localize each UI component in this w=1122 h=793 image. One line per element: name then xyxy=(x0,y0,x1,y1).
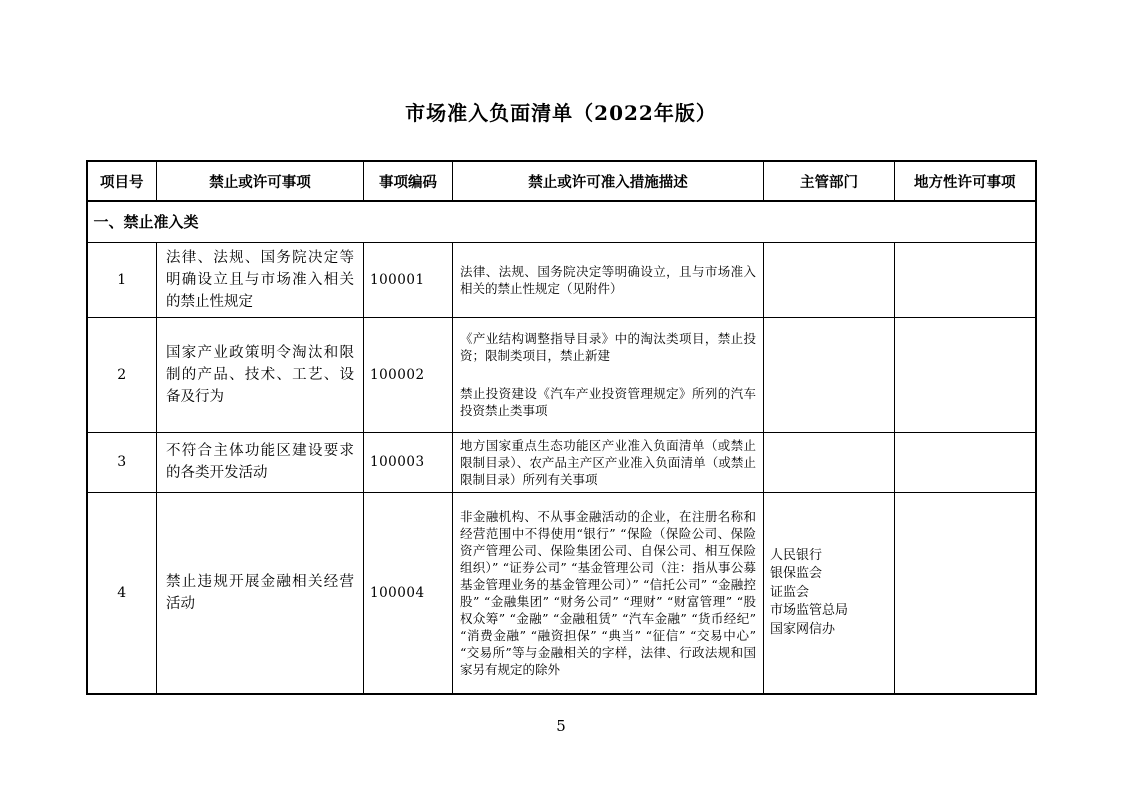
cell-department xyxy=(764,317,895,432)
cell-measure-description xyxy=(453,492,764,694)
cell-item-no: 2 xyxy=(87,317,157,432)
cell-department xyxy=(764,242,895,317)
cell-item-no: 4 xyxy=(87,492,157,694)
col-header-measure-description: 禁止或许可准入措施描述 xyxy=(453,161,764,201)
cell-local-item xyxy=(895,492,1036,694)
department-line: 人民银行 xyxy=(770,547,823,563)
cell-local-item xyxy=(895,432,1036,492)
department-line: 国家网信办 xyxy=(770,621,836,637)
description-paragraph: 法律、法规、国务院决定等明确设立，且与市场准入相关的禁止性规定（见附件） xyxy=(460,263,756,296)
cell-prohibited-item: 不符合主体功能区建设要求的各类开发活动 xyxy=(157,432,364,492)
cell-prohibited-item: 禁止违规开展金融相关经营活动 xyxy=(157,492,364,694)
cell-item-code: 100001 xyxy=(364,242,453,317)
cell-measure-description xyxy=(453,242,764,317)
col-header-local-item: 地方性许可事项 xyxy=(895,161,1036,201)
page-number: 5 xyxy=(556,717,566,735)
cell-local-item xyxy=(895,317,1036,432)
description-paragraph: 《产业结构调整指导目录》中的淘汰类项目，禁止投资；限制类项目，禁止新建 xyxy=(460,331,756,363)
section-row xyxy=(87,201,1036,242)
col-header-item-no: 项目号 xyxy=(87,161,157,201)
description-paragraph: 地方国家重点生态功能区产业准入负面清单（或禁止限制目录）、农产品主产区产业准入负面清单（或禁止限制目录）所列有关事项 xyxy=(460,437,756,487)
description-paragraph: 非金融机构、不从事金融活动的企业，在注册名称和经营范围中不得使用“银行” “保险（保险公司、保险资产管理公司、保险集团公司、自保公司、相互保险组织）” “证券公司” “基金管理公司（注：指从事公募基金管理业务的基金管理公司）” “信托公司” “金融控股” “金融集团” “财务公司” “理财” “财富管理” “股权众筹” “金融” “金融租赁” “汽车金融” “货币经纪” “消费金融” “融资担保” “典当” “征信” “交易中心” “交易所”等与金融相关的字样，法律、行政法规和国家另有规定的除外 xyxy=(460,508,756,677)
department-line: 证监会 xyxy=(770,584,810,600)
department-line: 银保监会 xyxy=(770,566,823,581)
description-paragraph: 禁止投资建设《汽车产业投资管理规定》所列的汽车投资禁止类事项 xyxy=(460,386,756,418)
cell-item-code: 100003 xyxy=(364,432,453,492)
table-row xyxy=(87,317,1036,432)
cell-measure-description xyxy=(453,432,764,492)
col-header-prohibited-item: 禁止或许可事项 xyxy=(157,161,364,201)
department-line: 市场监管总局 xyxy=(770,603,849,618)
negative-list-table xyxy=(86,160,1037,695)
cell-prohibited-item: 法律、法规、国务院决定等明确设立且与市场准入相关的禁止性规定 xyxy=(157,242,364,317)
table-row xyxy=(87,432,1036,492)
table-header-row xyxy=(87,161,1036,201)
cell-prohibited-item: 国家产业政策明令淘汰和限制的产品、技术、工艺、设备及行为 xyxy=(157,317,364,432)
cell-measure-description xyxy=(453,317,764,432)
cell-item-no: 1 xyxy=(87,242,157,317)
cell-item-no: 3 xyxy=(87,432,157,492)
section-title: 一、禁止准入类 xyxy=(87,201,1036,242)
table-row xyxy=(87,242,1036,317)
col-header-item-code: 事项编码 xyxy=(364,161,453,201)
cell-local-item xyxy=(895,242,1036,317)
table-row xyxy=(87,492,1036,694)
cell-department xyxy=(764,492,895,694)
col-header-department: 主管部门 xyxy=(764,161,895,201)
page-title: 市场准入负面清单（2022年版） xyxy=(405,101,717,125)
cell-department xyxy=(764,432,895,492)
cell-item-code: 100004 xyxy=(364,492,453,694)
cell-item-code: 100002 xyxy=(364,317,453,432)
